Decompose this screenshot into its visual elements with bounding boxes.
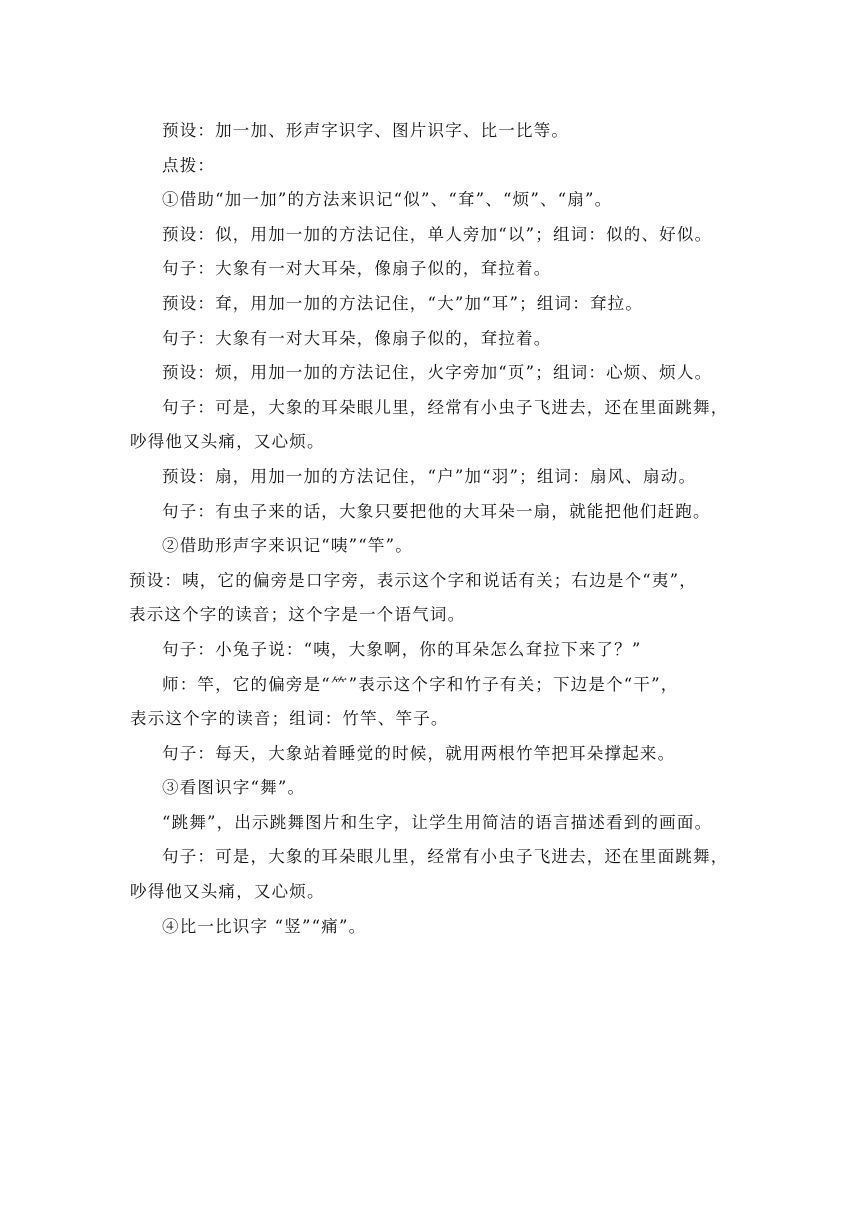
document-body	[130, 114, 730, 944]
paragraph-preset-si: 预设：似，用加一加的方法记住，单人旁加“以”；组词：似的、好似。	[162, 224, 713, 244]
paragraph-line: 预设：咦，它的偏旁是口字旁，表示这个字和说话有关；右边是个“夷”，	[129, 570, 697, 590]
paragraph-line: 师：竿，它的偏旁是“⺮”表示这个字和竹子有关；下边是个“干”，	[162, 674, 679, 694]
paragraph-line: 句子：可是，大象的耳朵眼儿里，经常有小虫子飞进去，还在里面跳舞，	[162, 397, 729, 417]
paragraph-sentence-gan: 句子：每天，大象站着睡觉的时候，就用两根竹竿把耳朵撑起来。	[162, 743, 676, 763]
paragraph-sentence-shan: 句子：有虫子来的话，大象只要把他的大耳朵一扇，就能把他们赶跑。	[162, 501, 711, 521]
paragraph-sentence-fan	[130, 391, 730, 460]
paragraph-method-phono: ②借助形声字来识记“咦”“竿”。	[162, 536, 413, 556]
paragraph-teacher-gan	[130, 668, 730, 737]
paragraph-line: 表示这个字的读音；组词：竹竿、竿子。	[130, 709, 449, 729]
paragraph-sentence-si: 句子：大象有一对大耳朵，像扇子似的，耷拉着。	[162, 259, 552, 279]
paragraph-line: 句子：可是，大象的耳朵眼儿里，经常有小虫子飞进去，还在里面跳舞，	[162, 847, 729, 867]
paragraph-preset-fan: 预设：烦，用加一加的方法记住，火字旁加“页”；组词：心烦、烦人。	[162, 363, 713, 383]
paragraph-method-compare: ④比一比识字 “竖”“痛”。	[162, 916, 367, 936]
paragraph-line: 吵得他又头痛，又心烦。	[130, 882, 325, 902]
paragraph-preset-yi	[129, 564, 730, 633]
paragraph-line: 吵得他又头痛，又心烦。	[130, 432, 325, 452]
paragraph-sentence-da: 句子：大象有一对大耳朵，像扇子似的，耷拉着。	[162, 328, 552, 348]
paragraph-preset-methods: 预设：加一加、形声字识字、图片识字、比一比等。	[162, 121, 570, 140]
paragraph-guidance-heading: 点拨：	[162, 155, 216, 175]
paragraph-sentence-wu	[130, 840, 730, 909]
paragraph-dance-activity: “跳舞”，出示跳舞图片和生字，让学生用简洁的语言描述看到的画面。	[162, 812, 713, 832]
paragraph-method-add: ①借助“加一加”的方法来识记“似”、“耷”、“烦”、“扇”。	[162, 190, 613, 210]
paragraph-sentence-yi: 句子：小兔子说：“咦，大象啊，你的耳朵怎么耷拉下来了？”	[162, 639, 642, 659]
paragraph-preset-da: 预设：耷，用加一加的方法记住，“大”加“耳”；组词：耷拉。	[162, 293, 644, 313]
paragraph-line: 表示这个字的读音；这个字是一个语气词。	[129, 605, 466, 625]
paragraph-preset-shan: 预设：扇，用加一加的方法记住，“户”加“羽”；组词：扇风、扇动。	[162, 466, 697, 486]
paragraph-method-picture: ③看图识字“舞”。	[162, 778, 306, 798]
